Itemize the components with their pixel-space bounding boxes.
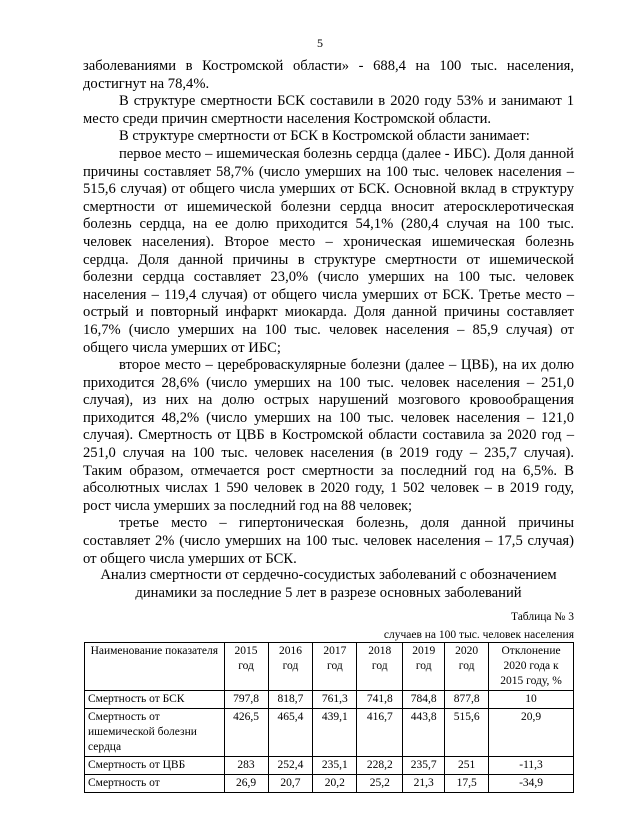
table-cell: 228,2 — [357, 757, 403, 775]
header-cell: 2015 год — [224, 643, 268, 691]
table-header-row — [85, 643, 574, 691]
paragraph: второе место – цереброваскулярные болезни (далее – ЦВБ), на их долю приходится 28,6% (число умерших на 100 тыс. человек населения – 251,0 случая), из них на долю острых нарушений мозгового кровообращения приходится 48,2% (число умерших на 100 тыс. человек населения – 121,0 случая). Смертность от ЦВБ в Костромской области составила за 2020 год – 251,0 случая на 100 тыс. человек населения (в 2019 году – 235,7 случая). Таким образом, отмечается рост смертности за последний год на 6,5%. В абсолютных числах 1 590 человек в 2020 году, 1 502 человек – в 2019 году, рост числа умерших за последний год на 88 человек; — [83, 357, 574, 514]
table-cell: 877,8 — [445, 691, 489, 709]
header-cell: 2017 год — [313, 643, 357, 691]
row-label: Смертность от — [85, 775, 225, 793]
header-cell: 2016 год — [268, 643, 313, 691]
table-cell: 741,8 — [357, 691, 403, 709]
table-cell: 283 — [224, 757, 268, 775]
table-row — [85, 775, 574, 793]
row-label: Смертность от ишемической болезни сердца — [85, 709, 225, 757]
table-cell: 515,6 — [445, 709, 489, 757]
header-cell: 2020 год — [445, 643, 489, 691]
table-cell: 17,5 — [445, 775, 489, 793]
table-unit: случаев на 100 тыс. человек населения — [383, 629, 574, 641]
table-cell: -34,9 — [489, 775, 574, 793]
table-cell: 20,2 — [313, 775, 357, 793]
table-cell: 25,2 — [357, 775, 403, 793]
paragraph: В структуре смертности от БСК в Костромской области занимает: — [119, 128, 530, 145]
table-cell: 439,1 — [313, 709, 357, 757]
table-cell: 443,8 — [403, 709, 445, 757]
table-cell: 26,9 — [224, 775, 268, 793]
table-cell: 416,7 — [357, 709, 403, 757]
table-cell: 426,5 — [224, 709, 268, 757]
table-cell: 465,4 — [268, 709, 313, 757]
table-cell: 251 — [445, 757, 489, 775]
paragraph: первое место – ишемическая болезнь сердца (далее - ИБС). Доля данной причины составляет 58,7% (число умерших на 100 тыс. человек населения – 515,6 случая) от общего числа умерших от БСК. Основной вклад в структуру смертности от ишемической болезни сердца вносит атеросклеротическая болезнь сердца, на ее долю приходится 54,1% (280,4 случая на 100 тыс. человек населения). Второе место – хроническая ишемическая болезнь сердца. Доля данной причины в структуре смертности от ишемической болезни сердца составляет 23,0% (число умерших на 100 тыс. человек населения – 119,4 случая) от общего числа умерших от БСК. Третье место – острый и повторный инфаркт миокарда. Доля данной причины составляет 16,7% (число умерших на 100 тыс. человек населения – 85,9 случая) от общего числа умерших от ИБС; — [83, 145, 574, 356]
table-cell: 235,1 — [313, 757, 357, 775]
table-row — [85, 709, 574, 757]
paragraph: В структуре смертности БСК составили в 2020 году 53% и занимают 1 место среди причин смертности населения Костромской области. — [83, 93, 574, 127]
table-cell: 20,7 — [268, 775, 313, 793]
body-text — [83, 58, 574, 568]
table-cell: 21,3 — [403, 775, 445, 793]
page-number: 5 — [317, 36, 323, 50]
header-cell: Отклонение 2020 года к 2015 году, % — [489, 643, 574, 691]
table-cell: -11,3 — [489, 757, 574, 775]
row-label: Смертность от ЦВБ — [85, 757, 225, 775]
paragraph: заболеваниями в Костромской области» - 688,4 на 100 тыс. населения, достигнут на 78,4%. — [83, 58, 574, 92]
table-cell: 20,9 — [489, 709, 574, 757]
table-cell: 252,4 — [268, 757, 313, 775]
section-heading: Анализ смертности от сердечно-сосудистых заболеваний с обозначением динамики за последние 5 лет в разрезе основных заболеваний — [100, 567, 557, 601]
table-cell: 761,3 — [313, 691, 357, 709]
row-label: Смертность от БСК — [85, 691, 225, 709]
table-cell: 235,7 — [403, 757, 445, 775]
header-cell: 2018 год — [357, 643, 403, 691]
table-cell: 797,8 — [224, 691, 268, 709]
table-cell: 784,8 — [403, 691, 445, 709]
mortality-table — [84, 642, 574, 793]
table-row — [85, 757, 574, 775]
header-cell: 2019 год — [403, 643, 445, 691]
table-row — [85, 691, 574, 709]
table-cell: 10 — [489, 691, 574, 709]
header-cell: Наименование показателя — [85, 643, 225, 691]
paragraph: третье место – гипертоническая болезнь, доля данной причины составляет 2% (число умерших на 100 тыс. человек населения – 17,5 случая) от общего числа умерших от БСК. — [83, 515, 574, 567]
table-caption: Таблица № 3 — [510, 611, 574, 623]
table-cell: 818,7 — [268, 691, 313, 709]
